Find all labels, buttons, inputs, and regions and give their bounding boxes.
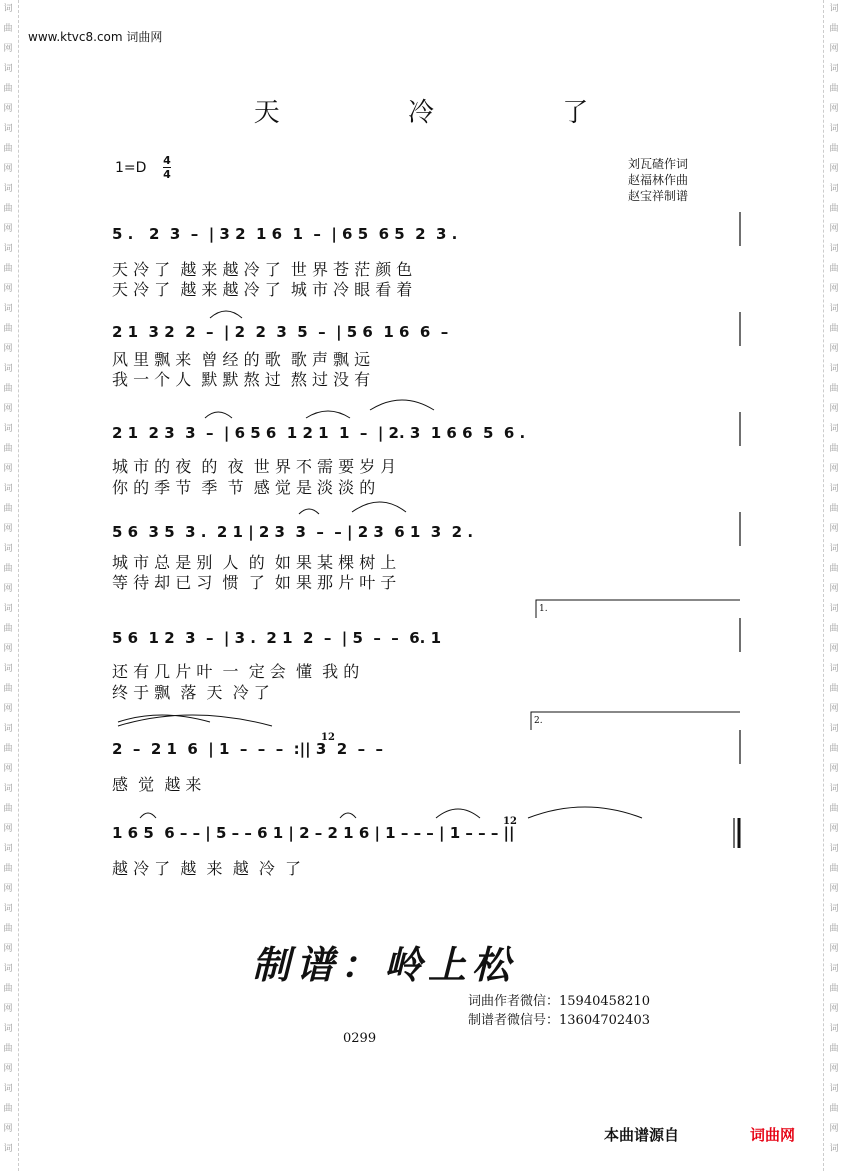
edge-watermark-glyph: 词 <box>3 184 13 194</box>
edge-watermark-glyph: 网 <box>3 464 13 474</box>
edge-watermark-glyph: 词 <box>829 1084 839 1094</box>
edge-watermark-glyph: 网 <box>829 164 839 174</box>
contact-info <box>468 992 650 1030</box>
edge-watermark-glyph: 网 <box>829 524 839 534</box>
meter-bottom: 4 <box>163 168 171 181</box>
transcriber-signature: 制谱：岭上松 <box>252 942 517 987</box>
edge-watermark-glyph: 词 <box>829 784 839 794</box>
edge-watermark-glyph: 网 <box>829 1004 839 1014</box>
row5-lyrics-verse1: 还 有 几 片 叶 一 定 会 懂 我 的 <box>112 662 360 681</box>
song-title: 天 冷 了 <box>253 98 649 128</box>
edge-watermark-glyph: 曲 <box>3 564 13 574</box>
row2-lyrics-verse1: 风 里 飘 来 曾 经 的 歌 歌 声 飘 远 <box>112 350 371 369</box>
edge-watermark-glyph: 曲 <box>3 1104 13 1114</box>
edge-watermark-glyph: 网 <box>829 884 839 894</box>
edge-watermark-glyph: 曲 <box>829 384 839 394</box>
edge-watermark-glyph: 词 <box>3 664 13 674</box>
credit-transcriber: 赵宝祥制谱 <box>628 189 689 203</box>
edge-watermark-glyph: 曲 <box>3 684 13 694</box>
row6-lyrics: 感 觉 越 来 <box>112 775 202 794</box>
edge-watermark-glyph: 词 <box>3 4 13 14</box>
edge-watermark-glyph: 网 <box>3 164 13 174</box>
edge-watermark-glyph: 词 <box>3 544 13 554</box>
edge-watermark-glyph: 词 <box>3 1084 13 1094</box>
edge-watermark-glyph: 曲 <box>3 324 13 334</box>
edge-watermark-glyph: 曲 <box>829 924 839 934</box>
composer-wechat: 词曲作者微信：15940458210 <box>468 994 650 1009</box>
edge-watermark-glyph: 词 <box>3 64 13 74</box>
edge-watermark-glyph: 词 <box>829 484 839 494</box>
edge-watermark-glyph: 曲 <box>3 504 13 514</box>
edge-watermark-glyph: 词 <box>3 244 13 254</box>
edge-watermark-glyph: 词 <box>3 1144 13 1154</box>
edge-watermark-glyph: 词 <box>829 664 839 674</box>
row6-notes: 2 – 2 1 6 | 1 – – – :|| 3 2 – – <box>112 740 384 758</box>
edge-watermark-glyph: 网 <box>3 44 13 54</box>
ending-one-label: 1. <box>539 604 548 614</box>
key-signature: 1=D <box>115 160 147 176</box>
grace-notes-row7: 12 <box>503 816 517 827</box>
edge-watermark-glyph: 曲 <box>829 444 839 454</box>
edge-watermark-glyph: 曲 <box>829 804 839 814</box>
grace-notes-row6: 12 <box>321 732 335 743</box>
row4-lyrics-verse1: 城 市 总 是 别 人 的 如 果 某 棵 树 上 <box>112 553 397 572</box>
score-code: 0299 <box>343 1031 377 1046</box>
edge-watermark-glyph: 曲 <box>3 864 13 874</box>
edge-watermark-glyph: 曲 <box>3 264 13 274</box>
edge-watermark-glyph: 曲 <box>829 24 839 34</box>
edge-watermark-glyph: 曲 <box>3 84 13 94</box>
edge-watermark-glyph: 网 <box>3 584 13 594</box>
edge-watermark-glyph: 曲 <box>3 984 13 994</box>
edge-watermark-glyph: 曲 <box>3 384 13 394</box>
edge-watermark-glyph: 网 <box>3 404 13 414</box>
site-url[interactable]: www.ktvc8.com 词曲网 <box>28 30 163 44</box>
edge-watermark-glyph: 词 <box>829 844 839 854</box>
edge-watermark-glyph: 网 <box>3 104 13 114</box>
edge-watermark-glyph: 词 <box>3 784 13 794</box>
edge-watermark-glyph: 网 <box>3 1064 13 1074</box>
edge-watermark-glyph: 网 <box>3 524 13 534</box>
volta-brackets <box>531 600 740 730</box>
edge-watermark-glyph: 网 <box>829 1064 839 1074</box>
edge-watermark-glyph: 词 <box>829 424 839 434</box>
row1-notes: 5 . 2 3 – | 3 2 1 6 1 – | 6 5 6 5 2 3 . <box>112 225 458 243</box>
edge-watermark-glyph: 网 <box>829 464 839 474</box>
edge-watermark-glyph: 曲 <box>3 204 13 214</box>
edge-watermark-glyph: 网 <box>829 224 839 234</box>
edge-watermark-glyph: 词 <box>829 1144 839 1154</box>
row1-lyrics-verse1: 天 冷 了 越 来 越 冷 了 世 界 苍 茫 颜 色 <box>112 260 413 279</box>
edge-watermark-glyph: 网 <box>3 944 13 954</box>
row5-notes: 5 6 1 2 3 – | 3 . 2 1 2 – | 5 – – 6. 1 <box>112 629 442 647</box>
row1-lyrics-verse2: 天 冷 了 越 来 越 冷 了 城 市 冷 眼 看 着 <box>112 280 413 299</box>
edge-watermark-glyph: 网 <box>3 644 13 654</box>
edge-watermark-glyph: 网 <box>829 404 839 414</box>
edge-watermark-glyph: 网 <box>829 584 839 594</box>
edge-watermark-glyph: 网 <box>3 884 13 894</box>
edge-watermark-glyph: 曲 <box>3 744 13 754</box>
edge-watermark-glyph: 网 <box>829 284 839 294</box>
row3-lyrics-verse1: 城 市 的 夜 的 夜 世 界 不 需 要 岁 月 <box>112 457 397 476</box>
edge-watermark-glyph: 词 <box>3 904 13 914</box>
row4-lyrics-verse2: 等 待 却 已 习 惯 了 如 果 那 片 叶 子 <box>112 573 397 592</box>
meter-top: 4 <box>163 154 171 167</box>
edge-watermark-glyph: 网 <box>3 344 13 354</box>
edge-watermark-glyph: 网 <box>3 1004 13 1014</box>
edge-watermark-glyph: 网 <box>829 704 839 714</box>
edge-watermark-glyph: 曲 <box>3 924 13 934</box>
edge-watermark-glyph: 曲 <box>829 564 839 574</box>
edge-watermark-glyph: 词 <box>3 304 13 314</box>
edge-watermark-glyph: 曲 <box>829 984 839 994</box>
row3-lyrics-verse2: 你 的 季 节 季 节 感 觉 是 淡 淡 的 <box>112 478 376 497</box>
bar-lines <box>734 212 740 848</box>
edge-watermark-glyph: 网 <box>829 944 839 954</box>
edge-watermark-glyph: 曲 <box>3 1044 13 1054</box>
edge-watermark-glyph: 词 <box>3 964 13 974</box>
edge-watermark-glyph: 曲 <box>829 84 839 94</box>
edge-watermark-glyph: 网 <box>829 104 839 114</box>
edge-watermark-glyph: 词 <box>3 1024 13 1034</box>
row2-notes: 2 1 3 2 2 – | 2 2 3 5 – | 5 6 1 6 6 – <box>112 323 449 341</box>
edge-watermark-glyph: 词 <box>829 64 839 74</box>
edge-watermark-glyph: 词 <box>3 604 13 614</box>
credit-composer: 赵福林作曲 <box>628 173 689 187</box>
credit-lyricist: 刘瓦碴作词 <box>628 157 689 171</box>
edge-watermark-glyph: 词 <box>829 364 839 374</box>
edge-watermark-glyph: 词 <box>829 1024 839 1034</box>
edge-watermark-glyph: 网 <box>3 704 13 714</box>
edge-watermark-glyph: 词 <box>829 4 839 14</box>
edge-watermark-glyph: 曲 <box>829 144 839 154</box>
edge-watermark-glyph: 词 <box>3 364 13 374</box>
edge-watermark-glyph: 词 <box>829 304 839 314</box>
edge-watermark-glyph: 曲 <box>829 1044 839 1054</box>
edge-watermark-glyph: 词 <box>3 484 13 494</box>
edge-watermark-glyph: 网 <box>3 1124 13 1134</box>
transcriber-wechat: 制谱者微信号：13604702403 <box>468 1013 650 1028</box>
edge-watermark-glyph: 网 <box>829 44 839 54</box>
edge-watermark-glyph: 词 <box>829 724 839 734</box>
edge-watermark-glyph: 曲 <box>829 504 839 514</box>
edge-watermark-glyph: 曲 <box>829 624 839 634</box>
footer-brand-link[interactable]: 词曲网 <box>750 1126 796 1144</box>
ending-two-label: 2. <box>534 716 543 726</box>
edge-watermark-glyph: 曲 <box>3 444 13 454</box>
edge-watermark-glyph: 网 <box>829 824 839 834</box>
row3-notes: 2 1 2 3 3 – | 6 5 6 1 2 1 1 – | 2. 3 1 6 6 5 6 . <box>112 424 526 442</box>
edge-watermark-glyph: 词 <box>829 184 839 194</box>
edge-watermark-glyph: 词 <box>829 964 839 974</box>
edge-watermark-glyph: 词 <box>3 124 13 134</box>
edge-watermark-glyph: 曲 <box>829 864 839 874</box>
edge-watermark-glyph: 网 <box>829 1124 839 1134</box>
edge-watermark-glyph: 曲 <box>3 624 13 634</box>
edge-watermark-glyph: 曲 <box>3 144 13 154</box>
edge-watermark-glyph: 曲 <box>829 744 839 754</box>
row5-lyrics-verse2: 终 于 飘 落 天 冷 了 <box>112 683 270 702</box>
edge-watermark-glyph: 曲 <box>829 324 839 334</box>
edge-watermark-glyph: 词 <box>829 244 839 254</box>
edge-watermark-glyph: 曲 <box>829 264 839 274</box>
row7-notes: 1 6 5 6 – – | 5 – – 6 1 | 2 – 2 1 6 | 1 – – – | 1 – – – || <box>112 824 515 842</box>
edge-watermark-glyph: 词 <box>829 904 839 914</box>
edge-watermark-glyph: 词 <box>3 844 13 854</box>
edge-watermark-glyph: 词 <box>3 724 13 734</box>
edge-watermark-glyph: 网 <box>829 764 839 774</box>
row2-lyrics-verse2: 我 一 个 人 默 默 熬 过 熬 过 没 有 <box>112 370 371 389</box>
edge-watermark-glyph: 词 <box>829 544 839 554</box>
edge-watermark-glyph: 网 <box>3 284 13 294</box>
edge-watermark-glyph: 曲 <box>829 1104 839 1114</box>
edge-watermark-glyph: 网 <box>3 764 13 774</box>
edge-watermark-glyph: 词 <box>3 424 13 434</box>
edge-watermark-glyph: 网 <box>829 344 839 354</box>
edge-watermark-glyph: 词 <box>829 124 839 134</box>
edge-watermark-glyph: 网 <box>829 644 839 654</box>
footer-source: 本曲谱源自 <box>604 1126 680 1144</box>
row7-lyrics: 越 冷 了 越 来 越 冷 了 <box>112 859 302 878</box>
edge-watermark-glyph: 词 <box>829 604 839 614</box>
edge-watermark-glyph: 网 <box>3 224 13 234</box>
row4-notes: 5 6 3 5 3 . 2 1 | 2 3 3 – – | 2 3 6 1 3 2 . <box>112 523 474 541</box>
edge-watermark-glyph: 曲 <box>3 24 13 34</box>
edge-watermark-glyph: 曲 <box>3 804 13 814</box>
edge-watermark-glyph: 网 <box>3 824 13 834</box>
edge-watermark-glyph: 曲 <box>829 204 839 214</box>
edge-watermark-glyph: 曲 <box>829 684 839 694</box>
